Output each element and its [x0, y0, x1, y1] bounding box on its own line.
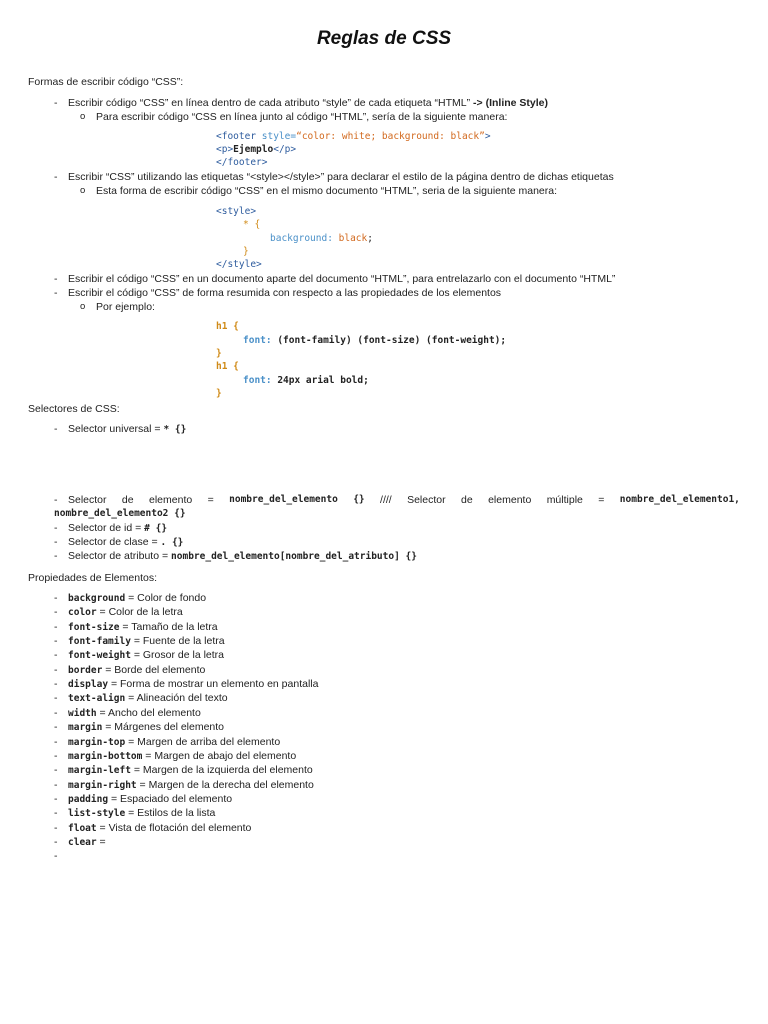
- list-bullet: -: [54, 764, 58, 776]
- selector-element-word: nombre_del_elemento1,: [619, 494, 740, 505]
- property-item: [68, 821, 251, 836]
- list-bullet: -: [54, 779, 58, 791]
- property-desc: = Tamaño de la letra: [119, 621, 218, 633]
- selector-universal: Selector universal = * {}: [68, 423, 187, 435]
- property-name: font-weight: [68, 650, 131, 661]
- list-bullet: -: [54, 807, 58, 819]
- property-desc: = Espaciado del elemento: [108, 793, 233, 805]
- sub-bullet: o: [80, 111, 86, 122]
- list-item-text: Escribir el código “CSS” de forma resumida con respecto a las propiedades de los elementos: [68, 287, 502, 299]
- code-line: font: (font-family) (font-size) (font-weight);: [243, 335, 507, 346]
- selector-element-word: Selector: [68, 494, 107, 506]
- code-line: </footer>: [216, 157, 268, 168]
- property-desc: = Vista de flotación del elemento: [96, 822, 252, 834]
- selector-element-word: de: [461, 494, 473, 506]
- list-bullet: -: [54, 721, 58, 733]
- selector-id: Selector de id = # {}: [68, 522, 168, 534]
- property-name: margin-right: [68, 780, 137, 791]
- list-bullet: -: [54, 678, 58, 690]
- property-item: [68, 720, 224, 735]
- list-item-text: Escribir el código “CSS” en un documento aparte del documento “HTML”, para entrelazarlo con el documento “HTML”: [68, 273, 616, 285]
- code-line: h1 {: [216, 321, 239, 332]
- code-line: background: black;: [270, 233, 373, 244]
- page-title: Reglas de CSS: [316, 28, 452, 49]
- property-desc: = Color de fondo: [125, 592, 207, 604]
- list-bullet: -: [54, 606, 58, 618]
- code-line: * {: [243, 219, 261, 230]
- selector-attribute: Selector de atributo = nombre_del_elemento[nombre_del_atributo] {}: [68, 550, 417, 562]
- property-name: clear: [68, 837, 97, 848]
- inline-style-label: -> (Inline Style): [473, 97, 549, 109]
- property-name: display: [68, 679, 109, 690]
- selector-element-word: elemento: [149, 494, 193, 506]
- property-name: text-align: [68, 693, 126, 704]
- list-item-text: Escribir “CSS” utilizando las etiquetas “<style></style>” para declarar el estilo de la página dentro de dichas etiquetas: [68, 171, 614, 183]
- list-item-inline: [68, 96, 548, 110]
- list-bullet: -: [54, 692, 58, 704]
- selector-element-word: {}: [353, 494, 365, 505]
- property-desc: = Alineación del texto: [125, 692, 228, 704]
- sub-bullet: o: [80, 301, 86, 312]
- property-item: [68, 706, 201, 721]
- property-item: [68, 605, 183, 620]
- property-name: padding: [68, 794, 109, 805]
- list-bullet: -: [54, 621, 58, 633]
- list-bullet: -: [54, 822, 58, 834]
- property-name: background: [68, 593, 126, 604]
- selector-element-word: ////: [380, 494, 392, 506]
- sub-item-text: Esta forma de escribir código “CSS” en el mismo documento “HTML”, seria de la siguiente manera:: [96, 185, 558, 197]
- list-bullet: -: [54, 494, 58, 506]
- list-bullet: -: [54, 536, 58, 548]
- list-bullet: -: [54, 664, 58, 676]
- property-name: color: [68, 607, 97, 618]
- property-item: [68, 634, 225, 649]
- list-bullet: -: [54, 97, 58, 109]
- selector-class: Selector de clase = . {}: [68, 536, 184, 548]
- list-item-text: Escribir código “CSS” en línea dentro de cada atributo “style” de cada etiqueta “HTML”: [68, 97, 474, 109]
- selector-element-word: nombre_del_elemento: [229, 494, 338, 505]
- code-line: }: [216, 348, 222, 359]
- code-line: }: [216, 388, 222, 399]
- code-line: h1 {: [216, 361, 239, 372]
- selector-element-word: elemento: [488, 494, 532, 506]
- list-bullet: -: [54, 522, 58, 534]
- selector-element-word: =: [207, 494, 214, 506]
- list-bullet: -: [54, 707, 58, 719]
- selector-element-word: =: [598, 494, 605, 506]
- sub-item-text: Por ejemplo:: [96, 301, 155, 313]
- property-name: font-size: [68, 622, 120, 633]
- property-name: width: [68, 708, 97, 719]
- section-heading-propiedades: Propiedades de Elementos:: [28, 572, 157, 584]
- property-item: [68, 677, 318, 692]
- property-desc: = Forma de mostrar un elemento en pantalla: [108, 678, 319, 690]
- property-item: [68, 835, 106, 850]
- selector-element-word: múltiple: [546, 494, 583, 506]
- code-line: font: 24px arial bold;: [243, 375, 369, 386]
- property-item: [68, 735, 280, 750]
- sub-item-text: Para escribir código “CSS en línea junto al código “HTML”, sería de la siguiente manera:: [96, 111, 508, 123]
- sub-bullet: o: [80, 185, 86, 196]
- list-bullet: -: [54, 850, 58, 862]
- property-item: [68, 778, 314, 793]
- property-name: margin-left: [68, 765, 131, 776]
- property-item: [68, 806, 215, 821]
- selector-element-word: de: [121, 494, 134, 506]
- code-line: </style>: [216, 259, 262, 270]
- property-desc: = Margen de la derecha del elemento: [136, 779, 314, 791]
- section-heading-selectores: Selectores de CSS:: [28, 403, 120, 415]
- list-bullet: -: [54, 635, 58, 647]
- property-name: margin-bottom: [68, 751, 143, 762]
- property-item: [68, 591, 206, 606]
- property-name: list-style: [68, 808, 126, 819]
- property-desc: = Margen de abajo del elemento: [142, 750, 297, 762]
- property-desc: = Fuente de la letra: [130, 635, 225, 647]
- list-bullet: -: [54, 592, 58, 604]
- list-bullet: -: [54, 171, 58, 183]
- property-name: font-family: [68, 636, 131, 647]
- selector-element: [68, 493, 740, 507]
- property-item: [68, 749, 296, 764]
- property-item: [68, 663, 205, 678]
- property-name: margin-top: [68, 737, 126, 748]
- list-bullet: -: [54, 750, 58, 762]
- code-line: <p>Ejemplo</p>: [216, 144, 297, 155]
- list-bullet: -: [54, 550, 58, 562]
- property-desc: = Color de la letra: [96, 606, 183, 618]
- code-line: <footer style=“color: white; background: black”>: [216, 131, 491, 142]
- list-bullet: -: [54, 649, 58, 661]
- property-item: [68, 620, 218, 635]
- property-item: [68, 763, 313, 778]
- property-desc: = Estilos de la lista: [125, 807, 216, 819]
- property-desc: = Borde del elemento: [102, 664, 206, 676]
- list-bullet: -: [54, 273, 58, 285]
- property-name: float: [68, 823, 97, 834]
- property-desc: = Grosor de la letra: [130, 649, 225, 661]
- section-heading-formas: Formas de escribir código “CSS”:: [28, 76, 184, 88]
- property-desc: = Márgenes del elemento: [102, 721, 225, 733]
- selector-element-word: Selector: [407, 494, 446, 506]
- list-bullet: -: [54, 287, 58, 299]
- code-line: <style>: [216, 206, 257, 217]
- list-bullet: -: [54, 736, 58, 748]
- property-item: [68, 691, 228, 706]
- property-desc: =: [96, 836, 106, 848]
- list-bullet: -: [54, 836, 58, 848]
- property-desc: = Margen de la izquierda del elemento: [130, 764, 313, 776]
- code-line: }: [243, 246, 249, 257]
- list-bullet: -: [54, 423, 58, 435]
- property-item: [68, 792, 232, 807]
- list-bullet: -: [54, 793, 58, 805]
- property-item: [68, 648, 224, 663]
- selector-element-line2: nombre_del_elemento2 {}: [54, 508, 186, 519]
- property-name: margin: [68, 722, 103, 733]
- property-name: border: [68, 665, 103, 676]
- property-desc: = Margen de arriba del elemento: [125, 736, 281, 748]
- property-desc: = Ancho del elemento: [96, 707, 201, 719]
